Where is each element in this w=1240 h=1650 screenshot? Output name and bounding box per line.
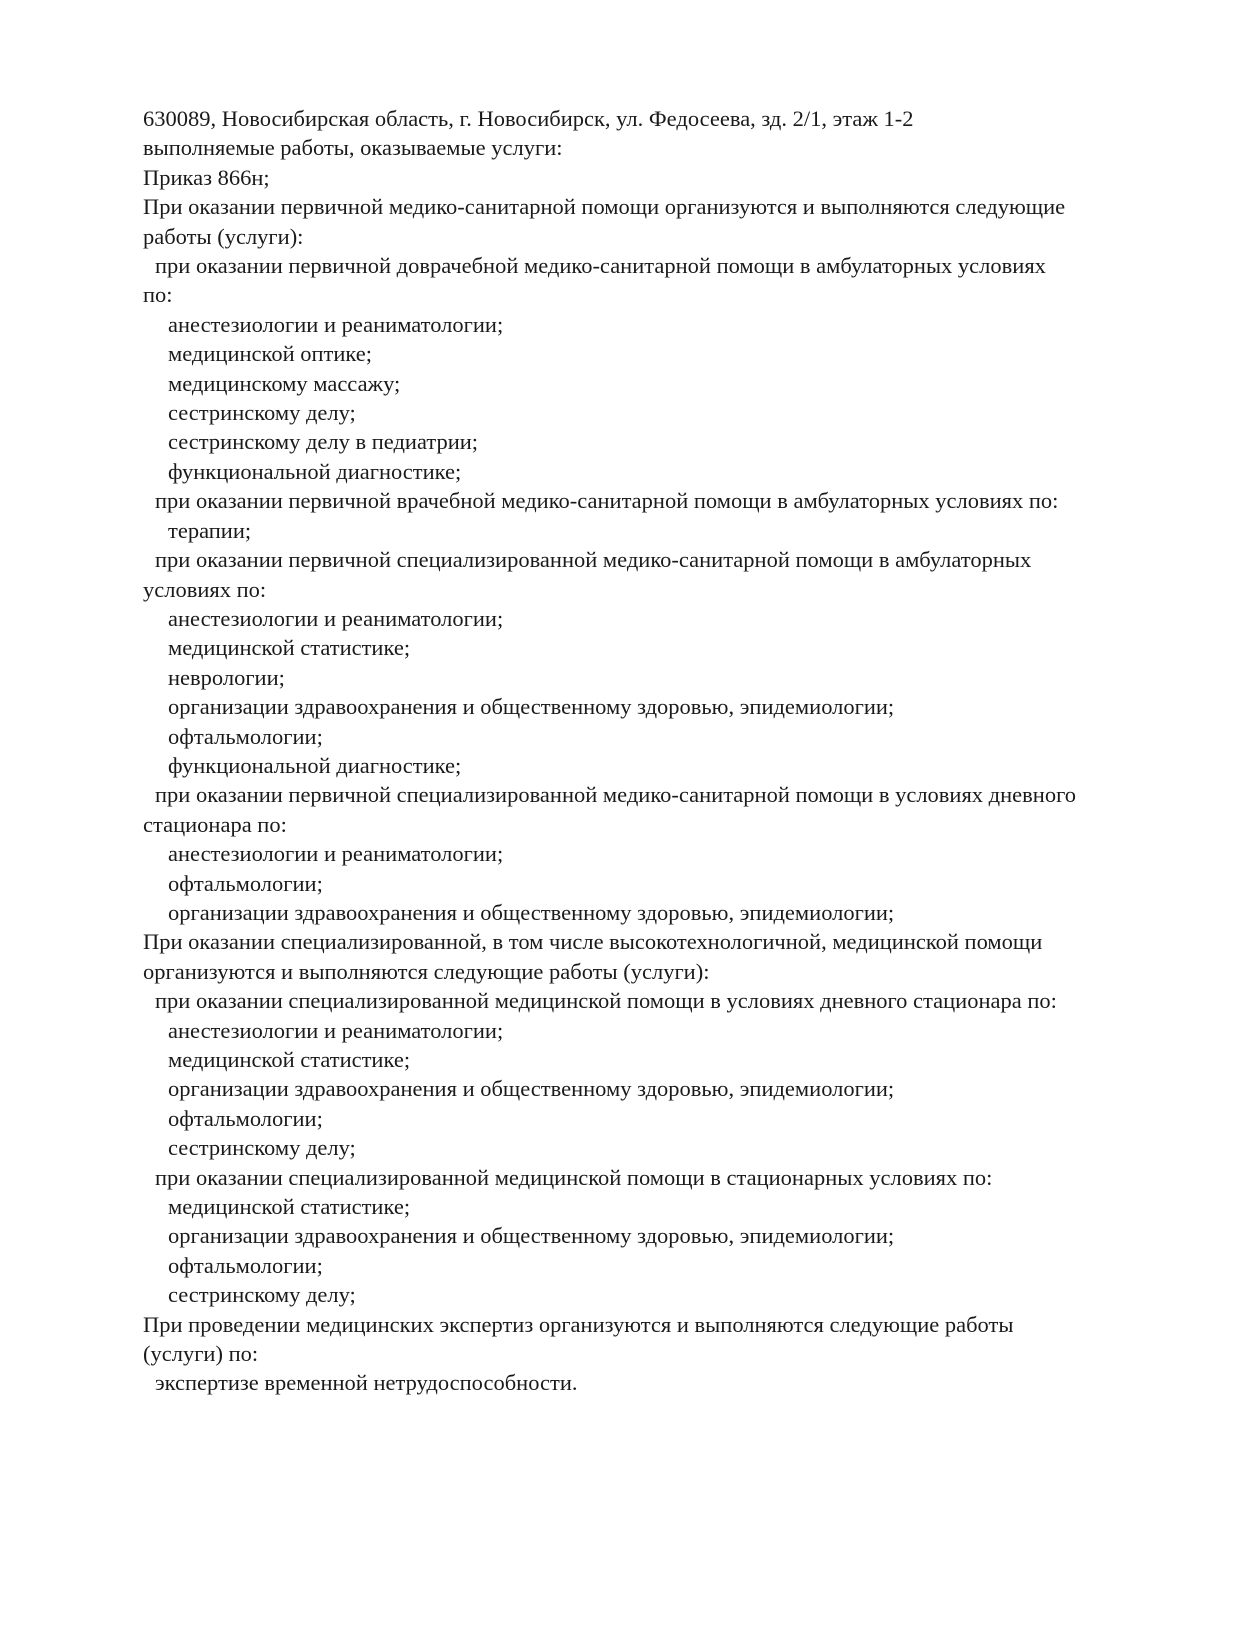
list-item: неврологии;	[168, 664, 285, 690]
order-reference: Приказ 866н;	[143, 164, 270, 190]
list-item: медицинской статистике;	[168, 1047, 411, 1072]
list-item: организации здравоохранения и общественному здоровью, эпидемиологии;	[168, 694, 895, 720]
works-heading: выполняемые работы, оказываемые услуги:	[143, 135, 563, 161]
list-item: медицинскому массажу;	[168, 370, 401, 396]
list-item: медицинской оптике;	[168, 341, 373, 367]
list-item: экспертизе временной нетрудоспособности.	[155, 1370, 578, 1396]
document-body	[143, 104, 1153, 1398]
specialized-dayhospital-section-heading: при оказании специализированной медицинской помощи в условиях дневного стационара по:	[155, 988, 1057, 1014]
specialized-dayhospital-heading-cont: стационара по:	[143, 811, 287, 837]
list-item: медицинской статистике;	[168, 1194, 411, 1220]
list-item: сестринскому делу в педиатрии;	[168, 429, 479, 455]
specialized-outpatient-heading: при оказании первичной специализированной медико-санитарной помощи в амбулаторных	[155, 547, 1032, 573]
list-item: функциональной диагностике;	[168, 458, 462, 484]
expertise-intro-cont: (услуги) по:	[143, 1341, 259, 1367]
specialized-outpatient-heading-cont: условиях по:	[143, 576, 267, 602]
specialized-inpatient-heading: при оказании специализированной медицинской помощи в стационарных условиях по:	[155, 1164, 993, 1190]
list-item: офтальмологии;	[168, 723, 323, 749]
list-item: организации здравоохранения и общественному здоровью, эпидемиологии;	[168, 899, 895, 925]
list-item: организации здравоохранения и общественному здоровью, эпидемиологии;	[168, 1076, 895, 1102]
prehospital-outpatient-heading: при оказании первичной доврачебной медико-санитарной помощи в амбулаторных условиях	[155, 253, 1046, 279]
expertise-intro: При проведении медицинских экспертиз организуются и выполняются следующие работы	[143, 1311, 1014, 1337]
list-item: анестезиологии и реаниматологии;	[168, 1017, 504, 1043]
list-item: офтальмологии;	[168, 1105, 323, 1131]
physician-outpatient-heading: при оказании первичной врачебной медико-санитарной помощи в амбулаторных условиях по:	[155, 488, 1059, 514]
list-item: анестезиологии и реаниматологии;	[168, 841, 504, 867]
list-item: офтальмологии;	[168, 1252, 323, 1278]
list-item: медицинской статистике;	[168, 635, 411, 661]
list-item: функциональной диагностике;	[168, 752, 462, 778]
list-item: организации здравоохранения и общественному здоровью, эпидемиологии;	[168, 1223, 895, 1249]
list-item: сестринскому делу;	[168, 1135, 356, 1161]
list-item: анестезиологии и реаниматологии;	[168, 605, 504, 631]
list-item: сестринскому делу;	[168, 400, 356, 426]
prehospital-outpatient-heading-cont: по:	[143, 282, 173, 308]
list-item: терапии;	[168, 517, 252, 543]
address-line: 630089, Новосибирская область, г. Новосибирск, ул. Федосеева, зд. 2/1, этаж 1-2	[143, 106, 914, 131]
specialized-care-intro-cont: организуются и выполняются следующие работы (услуги):	[143, 958, 710, 984]
list-item: сестринскому делу;	[168, 1282, 356, 1308]
list-item: анестезиологии и реаниматологии;	[168, 311, 504, 337]
primary-care-intro: При оказании первичной медико-санитарной помощи организуются и выполняются следующие	[143, 194, 1066, 220]
primary-care-intro-cont: работы (услуги):	[143, 223, 304, 249]
specialized-care-intro: При оказании специализированной, в том числе высокотехнологичной, медицинской помощи	[143, 929, 1043, 955]
list-item: офтальмологии;	[168, 870, 323, 896]
specialized-dayhospital-heading: при оказании первичной специализированной медико-санитарной помощи в условиях дневного	[155, 782, 1076, 808]
